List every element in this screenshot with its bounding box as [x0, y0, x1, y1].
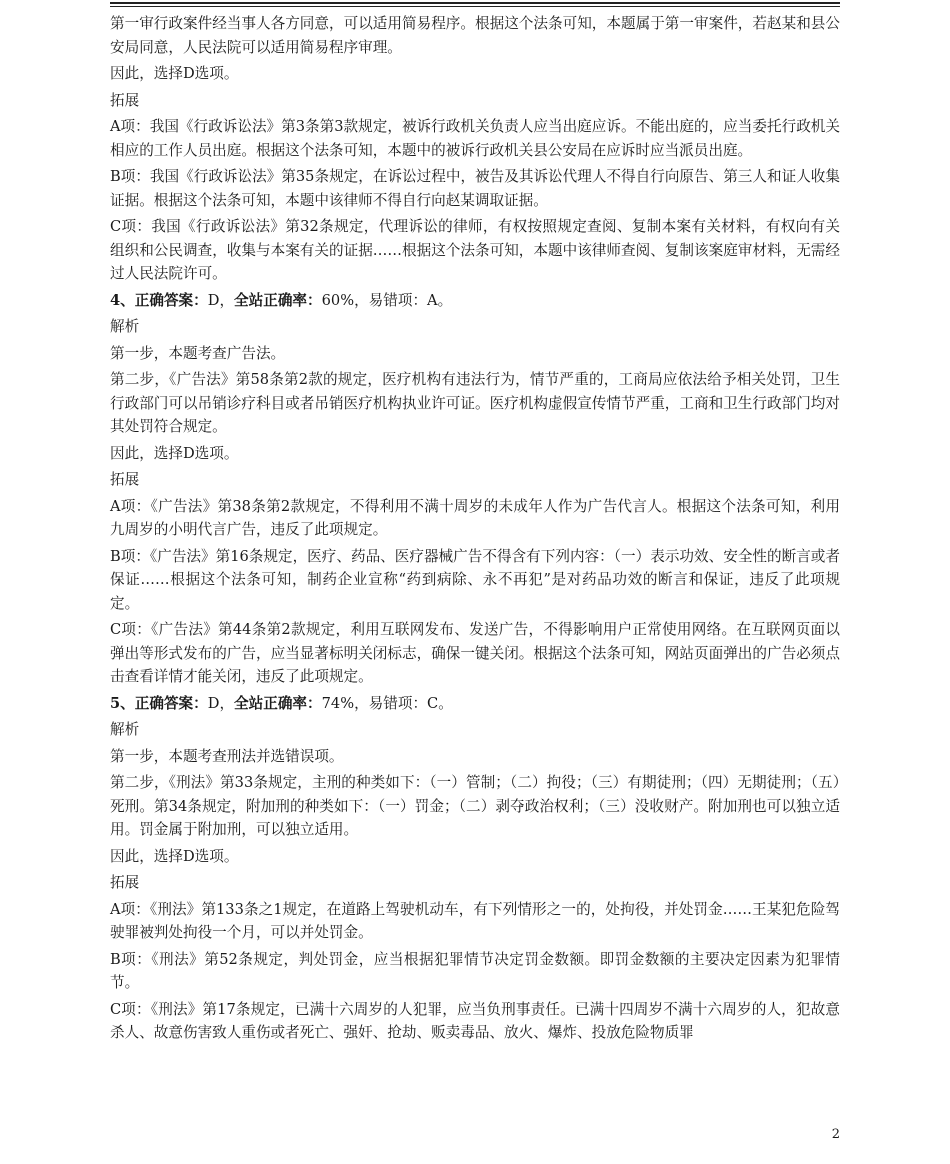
question-number: 5: [110, 694, 121, 712]
correct-answer: D: [207, 694, 220, 712]
document-body: [110, 12, 840, 1048]
paragraph: 拓展: [110, 874, 140, 891]
period: 。: [438, 694, 453, 712]
paragraph: 第一步，本题考查刑法并选错误项。: [110, 747, 344, 765]
question-number: 4: [110, 291, 121, 309]
page-number: 2: [831, 1127, 840, 1142]
paragraph: 第二步，《广告法》第58条第2款的规定，医疗机构有违法行为，情节严重的，工商局应依法给予相关处罚，卫生行政部门可以吊销诊疗科目或者吊销医疗机构执业许可证。医疗机构虚假宣传情节严重，工商和卫生行政部门均对其处罚符合规定。: [110, 371, 840, 435]
paragraph: B项：我国《行政诉讼法》第35条规定，在诉讼过程中，被告及其诉讼代理人不得自行向原告、第三人和证人收集证据。根据这个法条可知，本题中该律师不得自行向赵某调取证据。: [110, 168, 840, 209]
accuracy-rate: 60%: [321, 291, 355, 309]
header-rule-thin: [110, 6, 840, 7]
paragraph: 因此，选择D选项。: [110, 444, 239, 462]
answer-label: 、正确答案：: [120, 291, 208, 309]
accuracy-label: 全站正确率：: [234, 291, 322, 309]
paragraph: 第一审行政案件经当事人各方同意，可以适用简易程序。根据这个法条可知，本题属于第一审案件，若赵某和县公安局同意，人民法院可以适用简易程序审理。: [110, 15, 840, 56]
paragraph: 第一步，本题考查广告法。: [110, 344, 286, 362]
paragraph: 拓展: [110, 471, 140, 488]
paragraph: 解析: [110, 318, 140, 335]
wrong-option-label: ，易错项：: [354, 291, 428, 309]
separator: ，: [219, 694, 235, 712]
paragraph: C项：《刑法》第17条规定，已满十六周岁的人犯罪，应当负刑事责任。已满十四周岁不满十六周岁的人，犯故意杀人、故意伤害致人重伤或者死亡、强奸、抢劫、贩卖毒品、放火、爆炸、投放危险物质罪: [110, 1000, 840, 1041]
paragraph: C项：我国《行政诉讼法》第32条规定，代理诉讼的律师，有权按照规定查阅、复制本案有关材料，有权向有关组织和公民调查，收集与本案有关的证据……根据这个法条可知，本题中该律师查阅、复制该案庭审材料，无需经过人民法院许可。: [110, 218, 840, 282]
paragraph: 因此，选择D选项。: [110, 65, 239, 82]
answer-heading: [110, 692, 840, 716]
wrong-option: A: [427, 291, 438, 309]
wrong-option-label: ，易错项：: [354, 694, 428, 712]
paragraph: C项：《广告法》第44条第2款规定，利用互联网发布、发送广告，不得影响用户正常使用网络。在互联网页面以弹出等形式发布的广告，应当显著标明关闭标志，确保一键关闭。根据这个法条可知，网站页面弹出的广告必须点击查看详情才能关闭，违反了此项规定。: [110, 621, 840, 685]
answer-label: 、正确答案：: [120, 694, 208, 712]
paragraph: 拓展: [110, 91, 140, 109]
separator: ，: [219, 291, 235, 309]
paragraph: A项：《刑法》第133条之1规定，在道路上驾驶机动车，有下列情形之一的，处拘役，并处罚金……王某犯危险驾驶罪被判处拘役一个月，可以并处罚金。: [110, 900, 840, 941]
period: 。: [437, 291, 453, 309]
correct-answer: D: [207, 291, 220, 309]
paragraph: B项：《广告法》第16条规定，医疗、药品、医疗器械广告不得含有下列内容：（一）表示功效、安全性的断言或者保证……根据这个法条可知，制药企业宣称“药到病除、永不再犯”是对药品功效的断言和保证，违反了此项规定。: [110, 547, 840, 612]
paragraph: B项：《刑法》第52条规定，判处罚金，应当根据犯罪情节决定罚金数额。即罚金数额的主要决定因素为犯罪情节。: [110, 950, 840, 991]
paragraph: 因此，选择D选项。: [110, 847, 239, 865]
paragraph: A项：我国《行政诉讼法》第3条第3款规定，被诉行政机关负责人应当出庭应诉。不能出庭的，应当委托行政机关相应的工作人员出庭。根据这个法条可知，本题中的被诉行政机关县公安局在应诉时应当派员出庭。: [110, 118, 840, 159]
header-rule: [110, 2, 840, 4]
paragraph: 第二步，《刑法》第33条规定，主刑的种类如下：（一）管制；（二）拘役；（三）有期徒刑；（四）无期徒刑；（五）死刑。第34条规定，附加刑的种类如下：（一）罚金；（二）剥夺政治权利；（三）没收财产。附加刑也可以独立适用。罚金属于附加刑，可以独立适用。: [110, 774, 840, 838]
paragraph: 解析: [110, 721, 140, 738]
accuracy-label: 全站正确率：: [234, 694, 322, 712]
accuracy-rate: 74%: [321, 694, 355, 712]
answer-heading: [110, 289, 840, 313]
paragraph: A项：《广告法》第38条第2款规定，不得利用不满十周岁的未成年人作为广告代言人。根据这个法条可知，利用九周岁的小明代言广告，违反了此项规定。: [110, 497, 840, 538]
wrong-option: C: [427, 694, 439, 712]
